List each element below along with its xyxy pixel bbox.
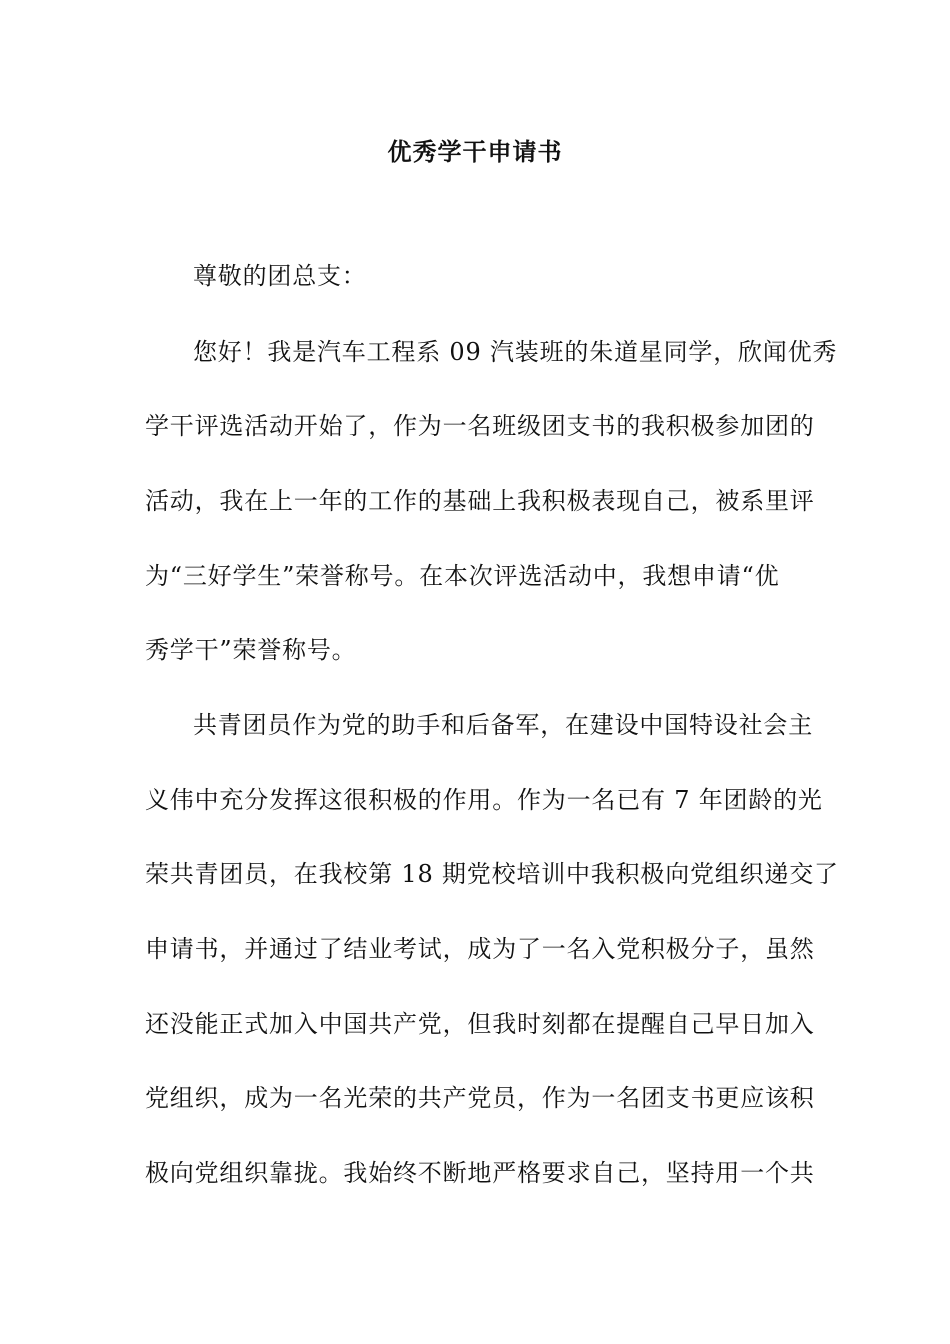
paragraph-2-line-2: 义伟中充分发挥这很积极的作用。作为一名已有 7 年团龄的光	[145, 786, 823, 814]
paragraph-2-line-6: 党组织，成为一名光荣的共产党员，作为一名团支书更应该积	[145, 1084, 815, 1112]
paragraph-2-line-3: 荣共青团员，在我校第 18 期党校培训中我积极向党组织递交了	[145, 860, 839, 888]
paragraph-2-line-4: 申请书，并通过了结业考试，成为了一名入党积极分子，虽然	[145, 935, 815, 963]
paragraph-1-line-1: 您好！我是汽车工程系 09 汽装班的朱道星同学，欣闻优秀	[193, 338, 838, 366]
document-title: 优秀学干申请书	[387, 137, 563, 166]
salutation: 尊敬的团总支：	[193, 262, 367, 290]
paragraph-1-line-5: 秀学干”荣誉称号。	[145, 636, 357, 664]
paragraph-2-line-1: 共青团员作为党的助手和后备军，在建设中国特设社会主	[193, 711, 813, 739]
paragraph-2-line-5: 还没能正式加入中国共产党，但我时刻都在提醒自己早日加入	[145, 1010, 815, 1038]
paragraph-1-line-3: 活动，我在上一年的工作的基础上我积极表现自己，被系里评	[145, 487, 815, 515]
paragraph-1-line-4: 为“三好学生”荣誉称号。在本次评选活动中，我想申请“优	[145, 562, 780, 590]
paragraph-1-line-2: 学干评选活动开始了，作为一名班级团支书的我积极参加团的	[145, 412, 815, 440]
paragraph-2-line-7: 极向党组织靠拢。我始终不断地严格要求自己，坚持用一个共	[145, 1159, 815, 1187]
